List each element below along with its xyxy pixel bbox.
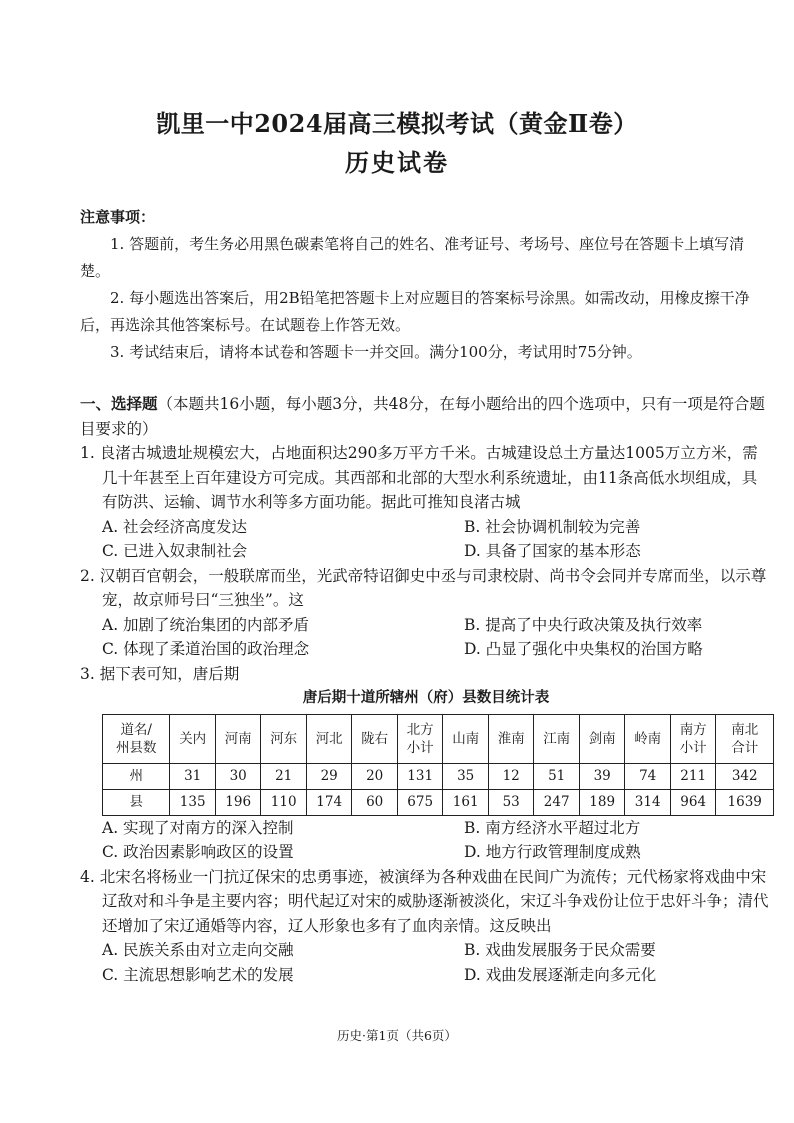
question-stem: 2. 汉朝百官朝会，一般联席而坐，光武帝特诏御史中丞与司隶校尉、尚书令会同并专席而坐，以示尊宠，故京师号曰“三独坐”。这 [80, 566, 767, 609]
table-cell: 110 [261, 789, 307, 815]
col-header-text: 北方 [406, 721, 434, 738]
question-stem: 3. 据下表可知，唐后期 [80, 664, 240, 683]
question-1 [80, 441, 772, 564]
col-header-text: 淮南 [497, 730, 525, 747]
option-c[interactable]: C. 主流思想影响艺术的发展 [102, 965, 294, 984]
corner-line: 州县数 [115, 739, 157, 756]
table-cell: 30 [215, 763, 261, 789]
section-heading [80, 392, 772, 441]
table-cell: 131 [397, 763, 443, 789]
question-options [80, 515, 772, 564]
notice-item: 2. 每小题选出答案后，用2B铅笔把答题卡上对应题目的答案标号涂黑。如需改动，用橡皮擦干净后，再选涂其他答案标号。在试题卷上作答无效。 [80, 289, 750, 334]
section-desc: （本题共16小题，每小题3分，共48分，在每小题给出的四个选项中，只有一项是符合题目要求的） [80, 395, 765, 438]
col-header [215, 714, 261, 763]
question-4 [80, 865, 772, 988]
col-header-text: 河北 [315, 730, 343, 747]
col-header-text: 岭南 [634, 730, 662, 747]
col-header [579, 714, 625, 763]
col-header [261, 714, 307, 763]
notice-heading: 注意事项： [80, 208, 156, 226]
question-3 [80, 662, 772, 865]
row-label: 县 [103, 789, 170, 815]
option-d[interactable]: D. 具备了国家的基本形态 [464, 542, 641, 560]
table-cell: 51 [534, 763, 580, 789]
table-row [103, 763, 774, 789]
col-header [625, 714, 671, 763]
option-c[interactable]: C. 政治因素影响政区的设置 [102, 843, 294, 861]
option-c[interactable]: C. 体现了柔道治国的政治理念 [102, 640, 310, 658]
notice-item: 3. 考试结束后，请将本试卷和答题卡一并交回。满分100分，考试用时75分钟。 [110, 343, 642, 361]
table-cell: 1639 [716, 789, 774, 815]
table-header-row [103, 714, 774, 763]
col-header-text: 山南 [452, 730, 480, 747]
col-header [397, 714, 443, 763]
col-header-text: 南北 [731, 721, 759, 738]
table-cell: 247 [534, 789, 580, 815]
option-d[interactable]: D. 戏曲发展逐渐走向多元化 [464, 965, 657, 984]
table-cell: 20 [352, 763, 398, 789]
option-a[interactable]: A. 社会经济高度发达 [102, 517, 248, 536]
table-cell: 74 [625, 763, 671, 789]
table-corner [103, 714, 170, 763]
table-cell: 196 [215, 789, 261, 815]
table-cell: 675 [397, 789, 443, 815]
table-cell: 29 [306, 763, 352, 789]
table-cell: 964 [670, 789, 716, 815]
col-header-text: 陇右 [361, 730, 389, 747]
col-header [670, 714, 716, 763]
col-header-text: 合计 [731, 739, 759, 756]
col-header-text: 江南 [543, 730, 571, 747]
table-cell: 53 [488, 789, 534, 815]
col-header-text: 河东 [270, 730, 298, 747]
table-cell: 211 [670, 763, 716, 789]
stats-table [102, 714, 774, 816]
questions-body [80, 392, 772, 987]
table-cell: 314 [625, 789, 671, 815]
col-header-text: 剑南 [588, 730, 616, 747]
col-header [716, 714, 774, 763]
col-header-text: 小计 [406, 739, 434, 756]
question-options [80, 938, 772, 987]
table-cell: 31 [170, 763, 216, 789]
option-d[interactable]: D. 地方行政管理制度成熟 [464, 843, 641, 861]
col-header [352, 714, 398, 763]
col-header-text: 南方 [679, 721, 707, 738]
table-cell: 35 [443, 763, 489, 789]
table-row [103, 789, 774, 815]
option-a[interactable]: A. 加剧了统治集团的内部矛盾 [102, 615, 310, 634]
option-a[interactable]: A. 民族关系由对立走向交融 [102, 941, 294, 959]
option-b[interactable]: B. 提高了中央行政决策及执行效率 [464, 615, 703, 634]
question-stem: 4. 北宋名将杨业一门抗辽保宋的忠勇事迹，被演绎为各种戏曲在民间广为流传；元代杨家将戏曲中宋辽敌对和斗争是主要内容；明代起辽对宋的威胁逐渐被淡化，宋辽斗争戏份让位于忠奸斗争；清代还增加了宋辽通婚等内容，辽人形象也多有了血肉亲情。这反映出 [80, 867, 769, 935]
table-cell: 174 [306, 789, 352, 815]
col-header [443, 714, 489, 763]
table-cell: 12 [488, 763, 534, 789]
corner-line: 道名/ [120, 721, 152, 738]
question-stem: 1. 良渚古城遗址规模宏大，占地面积达290多万平方千米。古城建设总土方量达1005万立方米，需几十年甚至上百年建设方可完成。其西部和北部的大型水利系统遗址，由11条高低水坝组成，具有防洪、运输、调节水利等多方面功能。据此可推知良渚古城 [80, 444, 758, 511]
question-options [80, 613, 772, 662]
col-header-text: 河南 [224, 730, 252, 747]
exam-subject: 历史试卷 [345, 148, 449, 177]
col-header [170, 714, 216, 763]
notice-item: 1. 答题前，考生务必用黑色碳素笔将自己的姓名、准考证号、考场号、座位号在答题卡上填写清楚。 [80, 235, 745, 280]
question-2 [80, 564, 772, 662]
option-a[interactable]: A. 实现了对南方的深入控制 [102, 818, 294, 837]
table-cell: 60 [352, 789, 398, 815]
col-header-text: 关内 [179, 730, 207, 747]
option-b[interactable]: B. 南方经济水平超过北方 [464, 818, 641, 837]
col-header-text: 小计 [679, 739, 707, 756]
option-d[interactable]: D. 凸显了强化中央集权的治国方略 [464, 640, 703, 658]
option-b[interactable]: B. 戏曲发展服务于民众需要 [464, 941, 656, 959]
table-cell: 189 [579, 789, 625, 815]
col-header [306, 714, 352, 763]
table-cell: 21 [261, 763, 307, 789]
option-b[interactable]: B. 社会协调机制较为完善 [464, 517, 641, 536]
col-header [534, 714, 580, 763]
table-cell: 39 [579, 763, 625, 789]
section-title: 一、选择题 [80, 395, 158, 413]
notice-block [80, 204, 770, 366]
col-header [488, 714, 534, 763]
table-cell: 161 [443, 789, 489, 815]
option-c[interactable]: C. 已进入奴隶制社会 [102, 542, 248, 560]
exam-title: 凯里一中2024届高三模拟考试（黄金Ⅱ卷） [156, 109, 638, 138]
table-title: 唐后期十道所辖州（府）县数目统计表 [302, 690, 550, 706]
page-footer: 历史·第1页（共6页） [337, 1028, 457, 1043]
table-cell: 135 [170, 789, 216, 815]
table-cell: 342 [716, 763, 774, 789]
row-label: 州 [103, 763, 170, 789]
question-options [80, 816, 772, 865]
